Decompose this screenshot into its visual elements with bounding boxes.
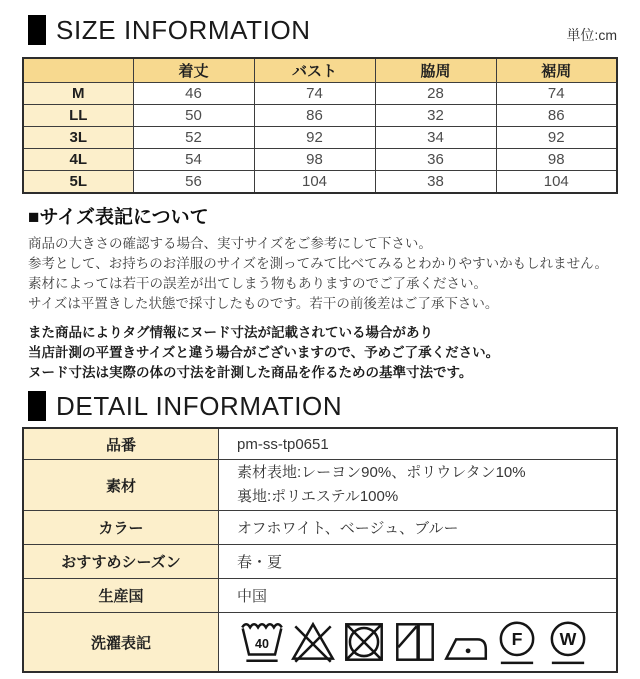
note-line: 当店計測の平置きサイズと違う場合がございますので、予めご了承ください。 bbox=[28, 345, 500, 360]
size-value: 104 bbox=[254, 171, 375, 194]
do-not-tumble-dry-icon bbox=[339, 617, 389, 667]
size-label: 4L bbox=[23, 149, 133, 171]
size-value: 74 bbox=[496, 83, 617, 105]
title-block-icon bbox=[28, 391, 46, 421]
column-header: バスト bbox=[254, 58, 375, 83]
size-note-heading: ■サイズ表記について bbox=[28, 207, 209, 228]
detail-label: 生産国 bbox=[23, 579, 219, 613]
do-not-bleach-icon bbox=[288, 617, 338, 667]
size-value: 104 bbox=[496, 171, 617, 194]
size-value: 52 bbox=[133, 127, 254, 149]
care-symbols-cell bbox=[219, 613, 618, 673]
size-note-paragraph bbox=[28, 234, 640, 314]
size-value: 92 bbox=[254, 127, 375, 149]
size-value: 34 bbox=[375, 127, 496, 149]
detail-label: 素材 bbox=[23, 460, 219, 511]
material-lining: 裏地:ポリエステル100% bbox=[237, 488, 399, 505]
table-row-care bbox=[23, 613, 617, 673]
iron-low-heat-icon bbox=[441, 617, 491, 667]
material-outer-fabric: 素材表地:レーヨン90%、ポリウレタン10% bbox=[237, 464, 526, 481]
size-value: 46 bbox=[133, 83, 254, 105]
size-value: 92 bbox=[496, 127, 617, 149]
detail-label: カラー bbox=[23, 511, 219, 545]
size-value: 36 bbox=[375, 149, 496, 171]
table-row bbox=[23, 83, 617, 105]
nude-size-note-paragraph bbox=[28, 323, 640, 383]
note-line: 素材によっては若干の誤差が出てしまう物もありますのでご了承ください。 bbox=[28, 276, 487, 291]
note-line: 商品の大きさの確認する場合、実寸サイズをご参考にして下さい。 bbox=[28, 236, 432, 251]
note-line: 参考として、お持ちのお洋服のサイズを測ってみて比べてみるとわかりやすいかもしれません。 bbox=[28, 256, 608, 271]
size-value: 98 bbox=[254, 149, 375, 171]
size-table-header-row bbox=[23, 58, 617, 83]
title-block-icon bbox=[28, 15, 46, 45]
detail-info-title: DETAIL INFORMATION bbox=[56, 391, 343, 421]
care-symbols-row bbox=[237, 617, 610, 667]
note-line: ヌード寸法は実際の体の寸法を計測した商品を作るための基準寸法です。 bbox=[28, 365, 473, 380]
table-row bbox=[23, 149, 617, 171]
size-value: 86 bbox=[496, 105, 617, 127]
dry-clean-petroleum-gentle-icon bbox=[492, 617, 542, 667]
svg-text:F: F bbox=[511, 629, 523, 650]
size-value: 28 bbox=[375, 83, 496, 105]
detail-label: 品番 bbox=[23, 428, 219, 460]
size-table bbox=[22, 57, 618, 194]
column-header: 脇周 bbox=[375, 58, 496, 83]
detail-info-header bbox=[28, 391, 617, 421]
size-info-header bbox=[28, 15, 617, 45]
season-value: 春・夏 bbox=[219, 545, 618, 579]
table-row-color bbox=[23, 511, 617, 545]
size-label: 5L bbox=[23, 171, 133, 194]
table-row bbox=[23, 105, 617, 127]
wet-clean-gentle-icon bbox=[543, 617, 593, 667]
size-table-corner-cell bbox=[23, 58, 133, 83]
size-value: 38 bbox=[375, 171, 496, 194]
color-value: オフホワイト、ベージュ、ブルー bbox=[219, 511, 618, 545]
table-row-season bbox=[23, 545, 617, 579]
country-value: 中国 bbox=[219, 579, 618, 613]
svg-text:W: W bbox=[559, 629, 577, 650]
table-row bbox=[23, 171, 617, 194]
size-value: 32 bbox=[375, 105, 496, 127]
size-info-title: SIZE INFORMATION bbox=[56, 15, 311, 45]
column-header: 裾周 bbox=[496, 58, 617, 83]
size-value: 74 bbox=[254, 83, 375, 105]
size-label: 3L bbox=[23, 127, 133, 149]
size-value: 98 bbox=[496, 149, 617, 171]
item-number-value: pm-ss-tp0651 bbox=[219, 428, 618, 460]
table-row-item-number bbox=[23, 428, 617, 460]
size-label: M bbox=[23, 83, 133, 105]
table-row-country bbox=[23, 579, 617, 613]
size-value: 50 bbox=[133, 105, 254, 127]
table-row bbox=[23, 127, 617, 149]
material-value bbox=[219, 460, 618, 511]
unit-label: 単位:cm bbox=[566, 27, 617, 43]
size-value: 86 bbox=[254, 105, 375, 127]
note-line: また商品によりタグ情報にヌード寸法が記載されている場合があり bbox=[28, 325, 433, 340]
svg-text:40: 40 bbox=[255, 637, 269, 652]
column-header: 着丈 bbox=[133, 58, 254, 83]
wash-40-gentle-icon bbox=[237, 617, 287, 667]
size-value: 54 bbox=[133, 149, 254, 171]
detail-label: 洗濯表記 bbox=[23, 613, 219, 673]
detail-label: おすすめシーズン bbox=[23, 545, 219, 579]
size-label: LL bbox=[23, 105, 133, 127]
detail-table bbox=[22, 427, 618, 673]
size-value: 56 bbox=[133, 171, 254, 194]
line-dry-in-shade-icon bbox=[390, 617, 440, 667]
note-line: サイズは平置きした状態で採寸したものです。若干の前後差はご了承下さい。 bbox=[28, 296, 499, 311]
table-row-material bbox=[23, 460, 617, 511]
